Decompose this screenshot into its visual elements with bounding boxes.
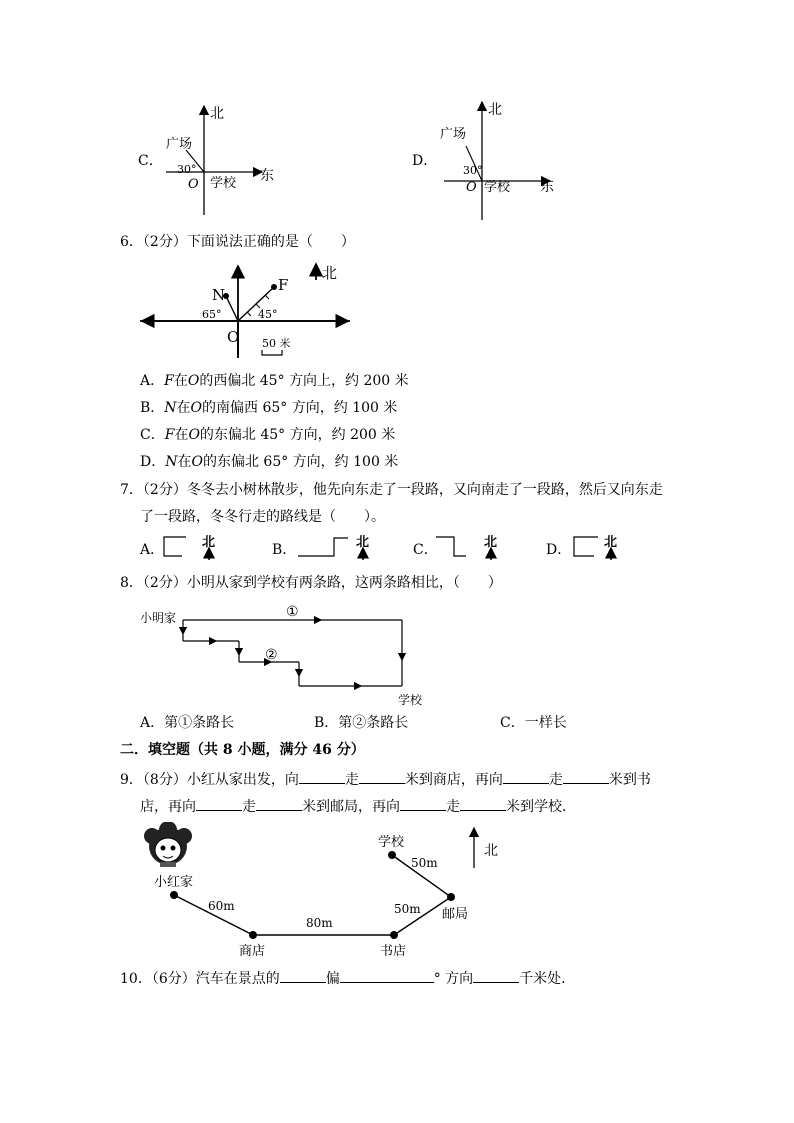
q7-option-b-figure xyxy=(294,532,378,562)
angle-65-label: 65° xyxy=(202,308,222,321)
q9-stem-line2: 店，再向 走 米到邮局，再向 走 米到学校． xyxy=(140,796,576,816)
answer-blank[interactable] xyxy=(400,796,446,811)
scale-label: 50 米 xyxy=(262,337,291,350)
origin-label: O xyxy=(188,177,199,192)
answer-blank[interactable] xyxy=(340,968,434,983)
home-label: 小明家 xyxy=(140,611,177,625)
q6-figure xyxy=(136,260,356,360)
north-label: 北 xyxy=(356,535,370,550)
q9-map-figure xyxy=(138,822,508,962)
distance-50m-a: 50m xyxy=(394,902,421,916)
q7-stem-line1: 7．（2分）冬冬去小树林散步，他先向东走了一段路，又向南走了一段路，然后又向东走 xyxy=(120,482,663,498)
q6-option-c: C．F在O的东偏北 45° 方向，约 200 米 xyxy=(140,427,396,443)
north-label: 北 xyxy=(488,102,502,118)
option-c-label: C． xyxy=(138,153,163,169)
q9-stem-line1: 9．（8分）小红从家出发，向 走 米到商店，再向 走 米到书 xyxy=(120,769,651,789)
q6-option-d: D．N在O的东偏北 65° 方向，约 100 米 xyxy=(140,454,399,470)
q7-option-c-label: C． xyxy=(413,542,438,558)
north-label: 北 xyxy=(604,535,618,550)
school-label: 学校 xyxy=(378,835,405,850)
school-label: 学校 xyxy=(398,693,423,707)
plaza-label: 广场 xyxy=(166,137,193,152)
school-label: 学校 xyxy=(484,180,511,195)
answer-blank[interactable] xyxy=(473,968,519,983)
q7-option-a-figure xyxy=(158,532,220,562)
distance-80m: 80m xyxy=(306,916,333,930)
angle-45-label: 45° xyxy=(258,308,278,321)
north-label: 北 xyxy=(210,106,224,122)
east-label: 东 xyxy=(540,179,554,195)
east-label: 东 xyxy=(260,168,274,184)
angle-label: 30° xyxy=(177,163,197,176)
bookstore-label: 书店 xyxy=(380,944,407,959)
q7-option-a-label: A． xyxy=(140,542,165,558)
q6-option-b: B．N在O的南偏西 65° 方向，约 100 米 xyxy=(140,400,398,416)
q8-option-c: C．一样长 xyxy=(500,715,567,731)
answer-blank[interactable] xyxy=(196,796,242,811)
q7-option-b-label: B． xyxy=(272,542,297,558)
origin-label: O xyxy=(227,328,240,346)
route-1-label: ① xyxy=(286,604,299,620)
girl-cartoon-icon xyxy=(144,822,192,867)
q7-option-c-figure xyxy=(434,532,506,562)
north-label: 北 xyxy=(484,843,498,859)
plaza-label: 广场 xyxy=(440,127,467,142)
north-label: 北 xyxy=(202,535,216,550)
shop-label: 商店 xyxy=(239,944,266,959)
answer-blank[interactable] xyxy=(503,769,549,784)
q6-option-a: A．F在O的西偏北 45° 方向上，约 200 米 xyxy=(140,373,409,389)
answer-blank[interactable] xyxy=(256,796,302,811)
answer-blank[interactable] xyxy=(299,769,345,784)
north-label: 北 xyxy=(322,264,338,282)
answer-blank[interactable] xyxy=(563,769,609,784)
route-2-label: ② xyxy=(265,647,278,663)
post-office-label: 邮局 xyxy=(442,907,469,922)
school-label: 学校 xyxy=(210,176,237,191)
distance-60m: 60m xyxy=(208,899,235,913)
home-label: 小红家 xyxy=(154,875,194,890)
q10-stem: 10．（6分）汽车在景点的 偏 ° 方向 千米处． xyxy=(120,968,575,988)
q6-stem: 6．（2分）下面说法正确的是（ ） xyxy=(120,234,355,250)
point-n-label: N xyxy=(212,286,226,304)
point-f-label: F xyxy=(278,276,289,294)
distance-50m-b: 50m xyxy=(411,856,438,870)
option-d-label: D． xyxy=(412,153,438,169)
answer-blank[interactable] xyxy=(359,769,405,784)
north-label: 北 xyxy=(484,535,498,550)
q8-route-figure xyxy=(136,600,436,710)
q8-stem: 8．（2分）小明从家到学校有两条路，这两条路相比，（ ） xyxy=(120,575,502,591)
q7-option-d-label: D． xyxy=(546,542,572,558)
q7-option-d-figure xyxy=(568,532,628,562)
q8-option-b: B．第②条路长 xyxy=(314,715,409,731)
section-2-heading: 二．填空题（共 8 小题，满分 46 分） xyxy=(120,742,365,758)
q8-option-a: A．第①条路长 xyxy=(140,715,235,731)
origin-label: O xyxy=(466,180,477,195)
q5-option-c-figure xyxy=(160,100,280,218)
q5-option-d-figure xyxy=(436,96,556,224)
answer-blank[interactable] xyxy=(460,796,506,811)
angle-label: 30° xyxy=(463,164,483,177)
q7-stem-line2: 了一段路，冬冬行走的路线是（ ）。 xyxy=(140,509,385,525)
answer-blank[interactable] xyxy=(280,968,326,983)
